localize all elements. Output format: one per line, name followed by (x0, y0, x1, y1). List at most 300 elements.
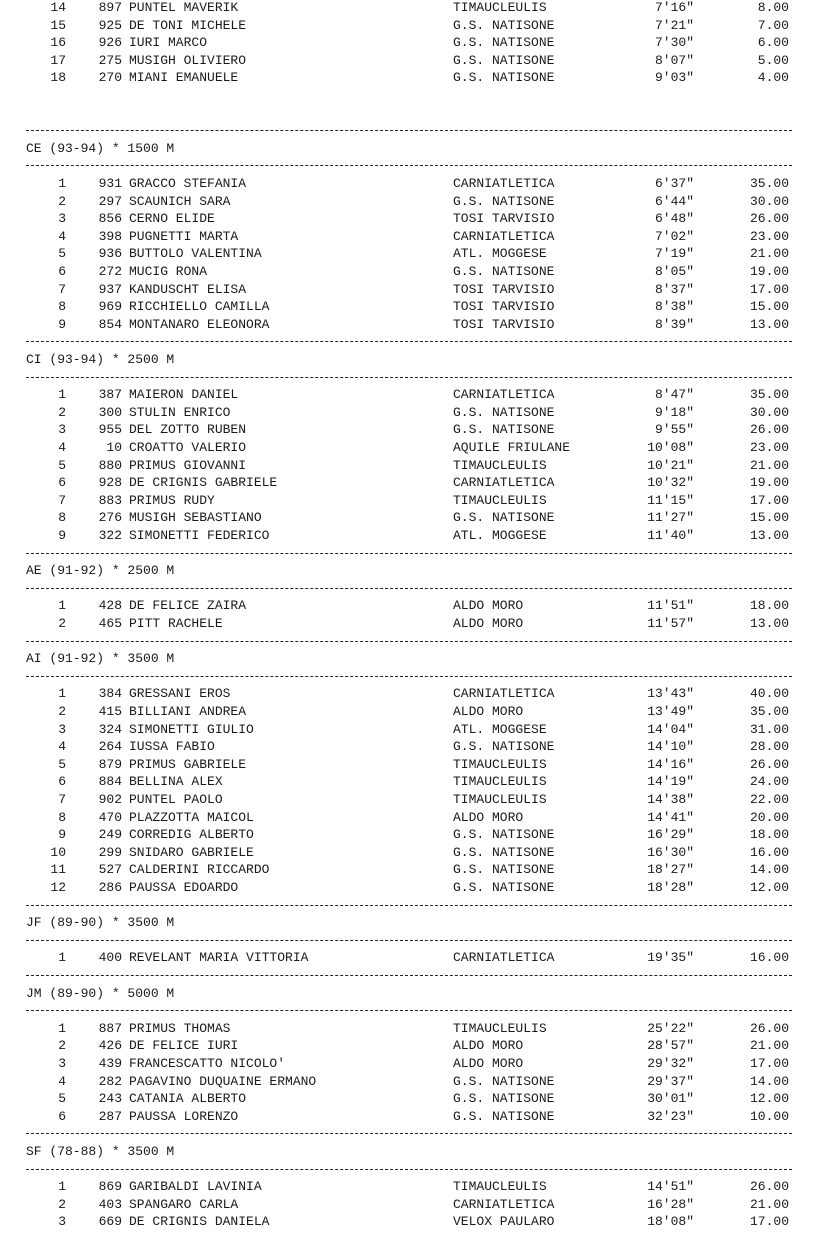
result-row (0, 685, 820, 702)
result-row (0, 1073, 820, 1090)
position: 3 (58, 721, 66, 737)
dashed-separator (26, 676, 792, 677)
result-row (0, 1090, 820, 1107)
result-row (0, 263, 820, 280)
finish-time: 16'29" (647, 827, 694, 843)
result-row (0, 1037, 820, 1054)
bib-number: 384 (98, 686, 122, 702)
result-row (0, 245, 820, 262)
club-name: VELOX PAULARO (453, 1214, 555, 1230)
club-name: ALDO MORO (453, 704, 524, 719)
points: 23.00 (749, 440, 789, 455)
athlete-name: PRIMUS GIOVANNI (129, 457, 247, 473)
bib-number: 897 (98, 0, 122, 15)
athlete-name: CALDERINI RICCARDO (129, 862, 270, 878)
position: 4 (58, 228, 66, 244)
finish-time: 30'01" (647, 1091, 694, 1107)
result-row (0, 826, 820, 843)
position: 9 (58, 528, 66, 543)
points: 26.00 (749, 756, 789, 772)
athlete-name: PAUSSA LORENZO (129, 1108, 239, 1124)
athlete-name: DE CRIGNIS GABRIELE (129, 475, 278, 491)
points: 13.00 (749, 528, 789, 543)
finish-time: 11'40" (647, 528, 694, 543)
result-row (0, 809, 820, 826)
club-name: G.S. NATISONE (453, 739, 555, 755)
athlete-name: IUSSA FABIO (129, 739, 215, 755)
points: 35.00 (749, 704, 789, 719)
result-row (0, 1196, 820, 1213)
bib-number: 902 (98, 792, 122, 807)
club-name: ALDO MORO (453, 1038, 524, 1054)
points: 21.00 (749, 457, 789, 473)
club-name: G.S. NATISONE (453, 404, 555, 420)
position: 6 (58, 1108, 66, 1124)
result-row (0, 457, 820, 474)
position: 4 (58, 1073, 66, 1089)
bib-number: 297 (98, 193, 122, 209)
dashed-separator (26, 940, 792, 941)
finish-time: 14'04" (647, 721, 694, 737)
finish-time: 16'28" (647, 1196, 694, 1212)
athlete-name: DE TONI MICHELE (129, 17, 247, 33)
finish-time: 7'16" (654, 0, 694, 15)
athlete-name: PAGAVINO DUQUAINE ERMANO (129, 1073, 317, 1089)
bib-number: 322 (98, 528, 122, 543)
result-row (0, 1020, 820, 1037)
result-row (0, 439, 820, 456)
club-name: G.S. NATISONE (453, 17, 555, 33)
finish-time: 9'55" (654, 422, 694, 438)
result-row (0, 474, 820, 491)
finish-time: 32'23" (647, 1108, 694, 1124)
result-row (0, 316, 820, 333)
athlete-name: CERNO ELIDE (129, 211, 215, 227)
club-name: G.S. NATISONE (453, 862, 555, 878)
bib-number: 969 (98, 299, 122, 315)
athlete-name: PRIMUS THOMAS (129, 1020, 231, 1036)
finish-time: 10'32" (647, 475, 694, 491)
position: 1 (58, 686, 66, 702)
category-header: SF (78-88) * 3500 M (26, 1144, 175, 1159)
club-name: G.S. NATISONE (453, 1073, 555, 1089)
club-name: G.S. NATISONE (453, 193, 555, 209)
points: 17.00 (749, 281, 789, 297)
club-name: G.S. NATISONE (453, 52, 555, 68)
athlete-name: SNIDARO GABRIELE (129, 844, 254, 860)
points: 5.00 (757, 52, 789, 68)
bib-number: 465 (98, 616, 122, 631)
position: 1 (58, 176, 66, 191)
dashed-separator (26, 1169, 792, 1170)
bib-number: 884 (98, 774, 122, 790)
points: 21.00 (749, 1196, 789, 1212)
bib-number: 931 (98, 176, 122, 191)
finish-time: 25'22" (647, 1020, 694, 1036)
points: 26.00 (749, 211, 789, 227)
result-row (0, 1213, 820, 1230)
athlete-name: PUGNETTI MARTA (129, 228, 239, 244)
points: 12.00 (749, 880, 789, 895)
points: 16.00 (749, 844, 789, 860)
finish-time: 6'44" (654, 193, 694, 209)
points: 30.00 (749, 404, 789, 420)
athlete-name: FRANCESCATTO NICOLO' (129, 1056, 286, 1071)
bib-number: 287 (98, 1108, 122, 1124)
bib-number: 439 (98, 1056, 122, 1071)
finish-time: 29'32" (647, 1056, 694, 1071)
club-name: TOSI TARVISIO (453, 211, 555, 227)
athlete-name: PAUSSA EDOARDO (129, 880, 239, 895)
club-name: G.S. NATISONE (453, 844, 555, 860)
result-row (0, 210, 820, 227)
result-row (0, 615, 820, 632)
position: 1 (58, 950, 66, 966)
position: 9 (58, 316, 66, 332)
position: 5 (58, 457, 66, 473)
result-row (0, 298, 820, 315)
finish-time: 18'08" (647, 1214, 694, 1230)
club-name: G.S. NATISONE (453, 827, 555, 843)
club-name: G.S. NATISONE (453, 880, 555, 895)
athlete-name: MUSIGH OLIVIERO (129, 52, 247, 68)
bib-number: 403 (98, 1196, 122, 1212)
position: 7 (58, 281, 66, 297)
result-row (0, 721, 820, 738)
athlete-name: BELLINA ALEX (129, 774, 223, 790)
athlete-name: DEL ZOTTO RUBEN (129, 422, 247, 438)
finish-time: 14'38" (647, 792, 694, 807)
club-name: TIMAUCLEULIS (453, 492, 547, 508)
club-name: G.S. NATISONE (453, 70, 555, 86)
bib-number: 854 (98, 316, 122, 332)
dashed-separator (26, 905, 792, 906)
athlete-name: RICCHIELLO CAMILLA (129, 299, 270, 315)
points: 35.00 (749, 387, 789, 403)
position: 4 (58, 440, 66, 455)
finish-time: 11'15" (647, 492, 694, 508)
points: 13.00 (749, 616, 789, 631)
points: 35.00 (749, 176, 789, 191)
position: 12 (50, 880, 66, 895)
bib-number: 300 (98, 404, 122, 420)
dashed-separator (26, 588, 792, 589)
bib-number: 243 (98, 1091, 122, 1107)
athlete-name: DE FELICE IURI (129, 1038, 239, 1054)
club-name: TOSI TARVISIO (453, 299, 555, 315)
points: 17.00 (749, 1056, 789, 1071)
finish-time: 14'19" (647, 774, 694, 790)
bib-number: 936 (98, 246, 122, 262)
athlete-name: DE FELICE ZAIRA (129, 598, 247, 614)
club-name: TIMAUCLEULIS (453, 1020, 547, 1036)
dashed-separator (26, 553, 792, 554)
result-row (0, 386, 820, 403)
category-header: JM (89-90) * 5000 M (26, 985, 175, 1001)
points: 22.00 (749, 792, 789, 807)
finish-time: 9'03" (654, 70, 694, 86)
finish-time: 7'02" (654, 228, 694, 244)
athlete-name: MIANI EMANUELE (129, 70, 239, 86)
position: 11 (50, 862, 66, 878)
bib-number: 527 (98, 862, 122, 878)
result-row (0, 861, 820, 878)
position: 5 (58, 756, 66, 772)
athlete-name: PITT RACHELE (129, 616, 223, 631)
points: 4.00 (757, 70, 789, 86)
points: 28.00 (749, 739, 789, 755)
position: 7 (58, 492, 66, 508)
position: 8 (58, 809, 66, 825)
bib-number: 883 (98, 492, 122, 508)
bib-number: 387 (98, 387, 122, 403)
athlete-name: SIMONETTI FEDERICO (129, 528, 270, 543)
finish-time: 14'16" (647, 756, 694, 772)
finish-time: 13'43" (647, 686, 694, 702)
finish-time: 8'39" (654, 316, 694, 332)
position: 18 (50, 70, 66, 86)
points: 10.00 (749, 1108, 789, 1124)
athlete-name: MAIERON DANIEL (129, 387, 239, 403)
position: 8 (58, 510, 66, 526)
points: 14.00 (749, 862, 789, 878)
position: 2 (58, 1038, 66, 1054)
bib-number: 869 (98, 1179, 122, 1195)
category-header: CI (93-94) * 2500 M (26, 352, 175, 367)
position: 2 (58, 1196, 66, 1212)
finish-time: 7'21" (654, 17, 694, 33)
points: 6.00 (757, 35, 789, 51)
position: 17 (50, 52, 66, 68)
points: 19.00 (749, 264, 789, 279)
points: 7.00 (757, 17, 789, 33)
position: 3 (58, 211, 66, 227)
points: 12.00 (749, 1091, 789, 1107)
club-name: CARNIATLETICA (453, 176, 555, 191)
club-name: TOSI TARVISIO (453, 316, 555, 332)
athlete-name: CROATTO VALERIO (129, 440, 247, 455)
athlete-name: CATANIA ALBERTO (129, 1091, 247, 1107)
result-row (0, 421, 820, 438)
position: 2 (58, 404, 66, 420)
athlete-name: CORREDIG ALBERTO (129, 827, 254, 843)
position: 9 (58, 827, 66, 843)
finish-time: 11'27" (647, 510, 694, 526)
club-name: TIMAUCLEULIS (453, 0, 547, 15)
club-name: G.S. NATISONE (453, 35, 555, 51)
club-name: AQUILE FRIULANE (453, 440, 571, 455)
club-name: ATL. MOGGESE (453, 721, 547, 737)
finish-time: 14'41" (647, 809, 694, 825)
bib-number: 856 (98, 211, 122, 227)
finish-time: 10'21" (647, 457, 694, 473)
points: 30.00 (749, 193, 789, 209)
result-row (0, 703, 820, 720)
position: 5 (58, 246, 66, 262)
finish-time: 11'57" (647, 616, 694, 631)
athlete-name: PUNTEL MAVERIK (129, 0, 239, 15)
finish-time: 8'47" (654, 387, 694, 403)
points: 26.00 (749, 422, 789, 438)
club-name: CARNIATLETICA (453, 686, 555, 702)
athlete-name: SCAUNICH SARA (129, 193, 231, 209)
dashed-separator (26, 975, 792, 976)
position: 2 (58, 616, 66, 631)
result-row (0, 791, 820, 808)
position: 14 (50, 0, 66, 15)
bib-number: 275 (98, 52, 122, 68)
club-name: G.S. NATISONE (453, 1108, 555, 1124)
points: 13.00 (749, 316, 789, 332)
position: 6 (58, 475, 66, 491)
category-header: AI (91-92) * 3500 M (26, 651, 175, 667)
result-row (0, 949, 820, 966)
athlete-name: STULIN ENRICO (129, 404, 231, 420)
result-row (0, 738, 820, 755)
position: 2 (58, 704, 66, 719)
bib-number: 928 (98, 475, 122, 491)
finish-time: 18'27" (647, 862, 694, 878)
position: 1 (58, 598, 66, 614)
bib-number: 10 (106, 440, 122, 455)
result-row (0, 52, 820, 69)
result-row (0, 492, 820, 509)
club-name: TIMAUCLEULIS (453, 792, 547, 807)
club-name: CARNIATLETICA (453, 387, 555, 403)
bib-number: 415 (98, 704, 122, 719)
dashed-separator (26, 1133, 792, 1134)
athlete-name: REVELANT MARIA VITTORIA (129, 950, 309, 966)
finish-time: 14'10" (647, 739, 694, 755)
result-row (0, 17, 820, 34)
result-row (0, 175, 820, 192)
bib-number: 324 (98, 721, 122, 737)
athlete-name: DE CRIGNIS DANIELA (129, 1214, 270, 1230)
bib-number: 955 (98, 422, 122, 438)
points: 8.00 (757, 0, 789, 15)
points: 31.00 (749, 721, 789, 737)
club-name: ALDO MORO (453, 809, 524, 825)
dashed-separator (26, 130, 792, 131)
position: 3 (58, 422, 66, 438)
bib-number: 272 (98, 264, 122, 279)
club-name: CARNIATLETICA (453, 475, 555, 491)
result-row (0, 879, 820, 896)
athlete-name: MONTANARO ELEONORA (129, 316, 270, 332)
club-name: TIMAUCLEULIS (453, 457, 547, 473)
result-row (0, 1055, 820, 1072)
position: 8 (58, 299, 66, 315)
bib-number: 276 (98, 510, 122, 526)
athlete-name: SPANGARO CARLA (129, 1196, 239, 1212)
result-row (0, 773, 820, 790)
club-name: CARNIATLETICA (453, 1196, 555, 1212)
club-name: G.S. NATISONE (453, 510, 555, 526)
bib-number: 879 (98, 756, 122, 772)
finish-time: 8'07" (654, 52, 694, 68)
points: 19.00 (749, 475, 789, 491)
position: 4 (58, 739, 66, 755)
position: 7 (58, 792, 66, 807)
athlete-name: SIMONETTI GIULIO (129, 721, 254, 737)
finish-time: 6'37" (654, 176, 694, 191)
result-row (0, 281, 820, 298)
finish-time: 8'38" (654, 299, 694, 315)
result-row (0, 844, 820, 861)
athlete-name: KANDUSCHT ELISA (129, 281, 247, 297)
club-name: G.S. NATISONE (453, 264, 555, 279)
result-row (0, 1178, 820, 1195)
result-row (0, 1108, 820, 1125)
athlete-name: PRIMUS RUDY (129, 492, 215, 508)
finish-time: 9'18" (654, 404, 694, 420)
dashed-separator (26, 1010, 792, 1011)
points: 16.00 (749, 950, 789, 966)
points: 26.00 (749, 1020, 789, 1036)
points: 15.00 (749, 299, 789, 315)
club-name: ALDO MORO (453, 1056, 524, 1071)
bib-number: 400 (98, 950, 122, 966)
dashed-separator (26, 641, 792, 642)
club-name: ALDO MORO (453, 616, 524, 631)
position: 1 (58, 1020, 66, 1036)
bib-number: 887 (98, 1020, 122, 1036)
position: 6 (58, 264, 66, 279)
finish-time: 19'35" (647, 950, 694, 966)
bib-number: 428 (98, 598, 122, 614)
result-row (0, 0, 820, 16)
points: 24.00 (749, 774, 789, 790)
position: 1 (58, 387, 66, 403)
athlete-name: PUNTEL PAOLO (129, 792, 223, 807)
club-name: G.S. NATISONE (453, 422, 555, 438)
bib-number: 426 (98, 1038, 122, 1054)
bib-number: 925 (98, 17, 122, 33)
bib-number: 398 (98, 228, 122, 244)
finish-time: 28'57" (647, 1038, 694, 1054)
club-name: TOSI TARVISIO (453, 281, 555, 297)
bib-number: 264 (98, 739, 122, 755)
result-row (0, 597, 820, 614)
points: 15.00 (749, 510, 789, 526)
position: 3 (58, 1214, 66, 1230)
bib-number: 282 (98, 1073, 122, 1089)
athlete-name: BILLIANI ANDREA (129, 704, 247, 719)
dashed-separator (26, 165, 792, 166)
finish-time: 8'05" (654, 264, 694, 279)
points: 17.00 (749, 1214, 789, 1230)
result-row (0, 193, 820, 210)
position: 3 (58, 1056, 66, 1071)
points: 20.00 (749, 809, 789, 825)
bib-number: 669 (98, 1214, 122, 1230)
finish-time: 11'51" (647, 598, 694, 614)
result-row (0, 69, 820, 86)
athlete-name: PRIMUS GABRIELE (129, 756, 247, 772)
club-name: CARNIATLETICA (453, 950, 555, 966)
athlete-name: MUSIGH SEBASTIANO (129, 510, 262, 526)
finish-time: 13'49" (647, 704, 694, 719)
bib-number: 270 (98, 70, 122, 86)
athlete-name: IURI MARCO (129, 35, 208, 51)
bib-number: 286 (98, 880, 122, 895)
position: 5 (58, 1091, 66, 1107)
finish-time: 8'37" (654, 281, 694, 297)
dashed-separator (26, 377, 792, 378)
dashed-separator (26, 341, 792, 342)
position: 16 (50, 35, 66, 51)
finish-time: 29'37" (647, 1073, 694, 1089)
